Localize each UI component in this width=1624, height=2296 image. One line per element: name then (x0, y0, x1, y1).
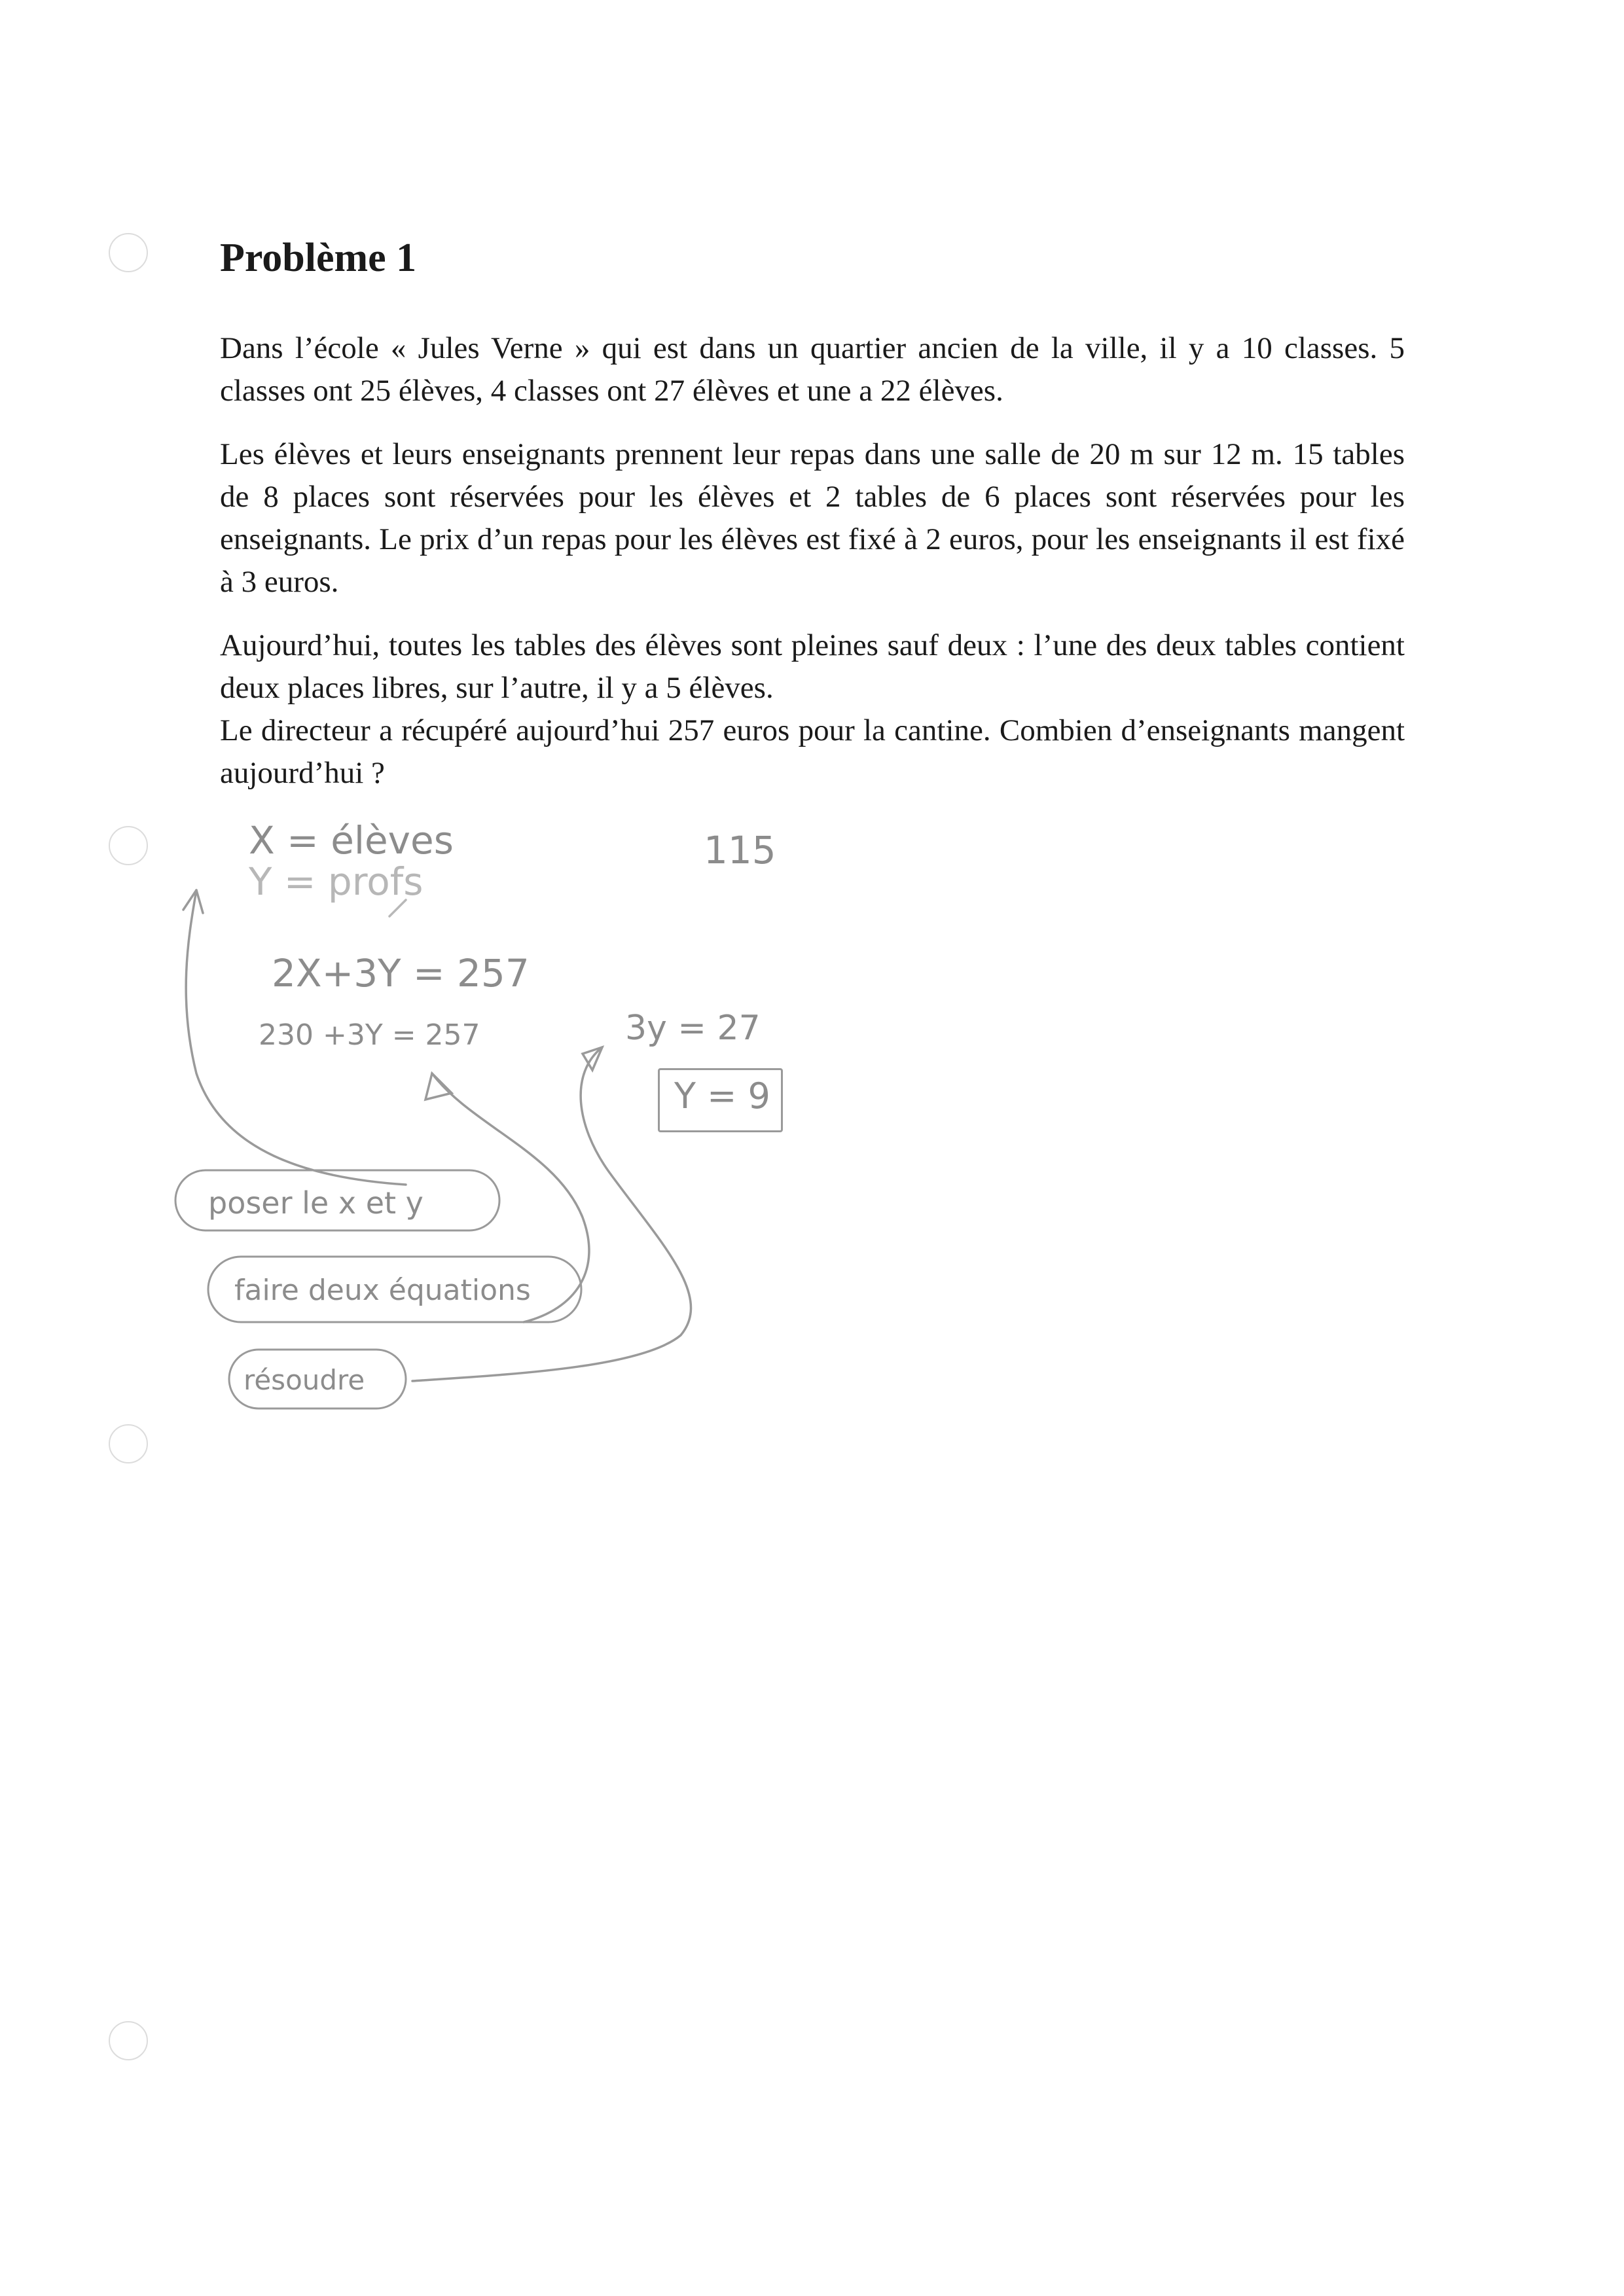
hw-x-definition: X = élèves (249, 818, 454, 863)
hw-step-2: faire deux équations (234, 1274, 531, 1307)
hw-step-3: résoudre (244, 1364, 365, 1396)
hw-result: Y = 9 (674, 1075, 770, 1117)
arrow-equations-head (425, 1073, 452, 1100)
problem-title: Problème 1 (220, 236, 417, 280)
hw-step-1: poser le x et y (208, 1185, 424, 1221)
hw-equation-1: 2X+3Y = 257 (272, 951, 530, 996)
paragraph-3: Aujourd’hui, toutes les tables des élèves sont pleines sauf deux : l’une des deux tables contient deux places libres, sur l’autre, il y a 5 élèves. (220, 628, 1405, 706)
hw-y-definition: Y = profs (249, 859, 424, 904)
hw-equation-2: 230 +3Y = 257 (259, 1018, 480, 1052)
paragraph-2: Les élèves et leurs enseignants prennent leur repas dans une salle de 20 m sur 12 m. 15 tables de 8 places sont réservées pour les élèves et 2 tables de 6 places sont réservées pour les enseignants. Le prix d’un repas pour les élèves est fixé à 2 euros, pour les enseignants il est fixé à 3 euros. (220, 437, 1405, 600)
hw-side-note: 115 (704, 828, 776, 872)
hw-equation-3: 3y = 27 (625, 1009, 761, 1048)
paragraph-1: Dans l’école « Jules Verne » qui est dans un quartier ancien de la ville, il y a 10 classes. 5 classes ont 25 élèves, 4 classes ont 27 élèves et une a 22 élèves. (220, 331, 1405, 408)
paragraph-4: Le directeur a récupéré aujourd’hui 257 euros pour la cantine. Combien d’enseignants mangent aujourd’hui ? (220, 713, 1405, 791)
